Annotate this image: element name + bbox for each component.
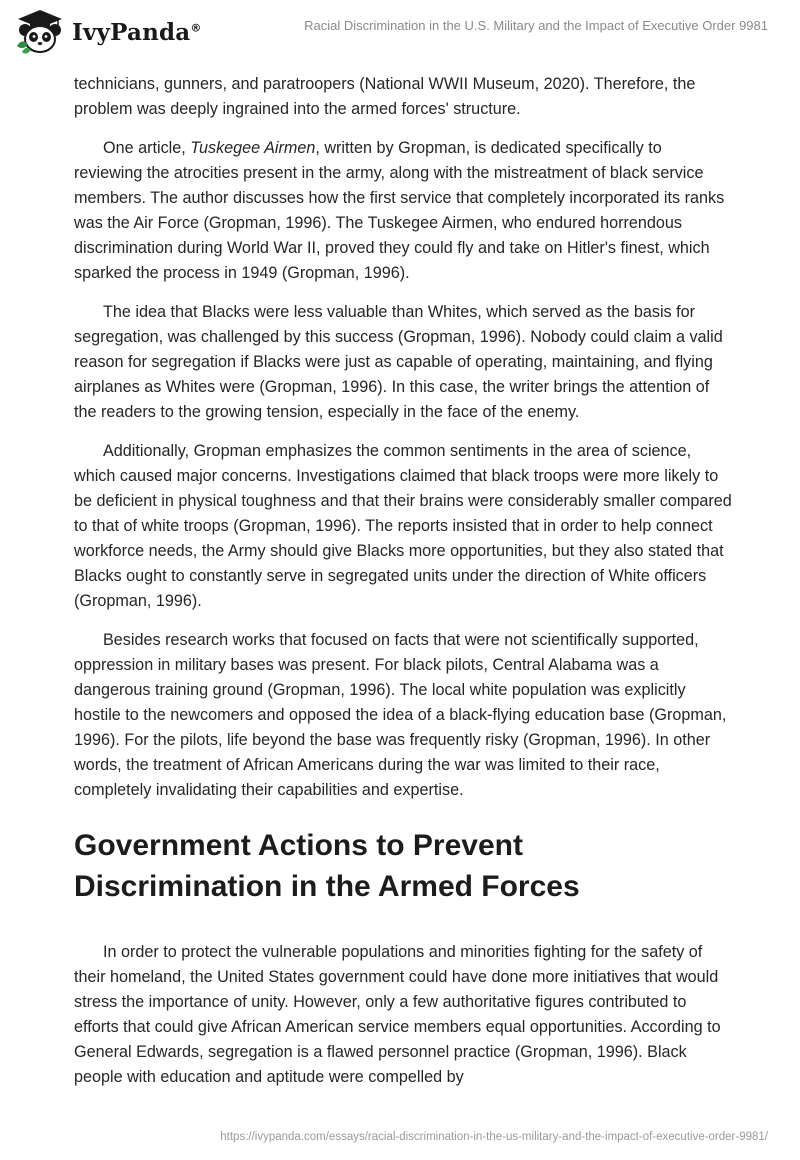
brand-registered-mark: ® xyxy=(190,20,202,34)
paragraph-1: technicians, gunners, and paratroopers (National WWII Museum, 2020). Therefore, the problem was deeply ingrained into the armed forces' structure. xyxy=(74,75,696,118)
paragraph-2 xyxy=(74,136,734,286)
page-header xyxy=(0,0,800,60)
article-title-italic: Tuskegee Airmen xyxy=(190,139,316,157)
source-url[interactable]: https://ivypanda.com/essays/racial-discrimination-in-the-us-military-and-the-impact-of-executive-order-9981/ xyxy=(220,1131,768,1143)
ivypanda-logo[interactable] xyxy=(14,8,204,56)
brand-name-text: IvyPanda xyxy=(72,18,191,46)
paragraph-4: Additionally, Gropman emphasizes the common sentiments in the area of science, which caused major concerns. Investigations claimed that black troops were more likely to be deficient in physical toughness and that their brains were considerably smaller compared to that of white troops (Gropman, 1996). The reports insisted that in order to help connect workforce needs, the Army should give Blacks more opportunities, but they also stated that Blacks ought to constantly serve in segregated units under the direction of White officers (Gropman, 1996). xyxy=(74,442,732,610)
paragraph-2-after: , written by Gropman, is dedicated specifically to reviewing the atrocities present in the army, along with the mistreatment of black service members. The author discusses how the first service that completely incorporated its ranks was the Air Force (Gropman, 1996). The Tuskegee Airmen, who endured horrendous discrimination during World War II, proved they could fly and take on Hitler's finest, which sparked the process in 1949 (Gropman, 1996). xyxy=(74,139,725,282)
paragraph-3: The idea that Blacks were less valuable than Whites, which served as the basis for segregation, was challenged by this success (Gropman, 1996). Nobody could claim a valid reason for segregation if Blacks were just as capable of operating, maintaining, and flying airplanes as Whites were (Gropman, 1996). In this case, the writer brings the attention of the readers to the growing tension, especially in the face of the enemy. xyxy=(74,303,723,421)
paragraph-6: In order to protect the vulnerable populations and minorities fighting for the safety of their homeland, the United States government could have done more initiatives that would stress the importance of unity. However, only a few authoritative figures contributed to efforts that could give African American service members equal opportunities. According to General Edwards, segregation is a flawed personnel practice (Gropman, 1996). Black people with education and aptitude were compelled by xyxy=(74,943,721,1086)
section-heading: Government Actions to Prevent Discrimination in the Armed Forces xyxy=(74,829,580,903)
paragraph-5: Besides research works that focused on facts that were not scientifically supported, oppression in military bases was present. For black pilots, Central Alabama was a dangerous training ground (Gropman, 1996). The local white population was explicitly hostile to the newcomers and opposed the idea of a black-flying education base (Gropman, 1996). For the pilots, life beyond the base was frequently risky (Gropman, 1996). In other words, the treatment of African Americans during the war was limited to their race, completely invalidating their capabilities and expertise. xyxy=(74,631,727,799)
document-title: Racial Discrimination in the U.S. Military and the Impact of Executive Order 9981 xyxy=(304,18,768,33)
paragraph-2-before: One article, xyxy=(103,139,191,157)
brand-name xyxy=(72,19,202,46)
article-body xyxy=(74,72,734,1104)
panda-graduate-icon xyxy=(14,8,66,56)
